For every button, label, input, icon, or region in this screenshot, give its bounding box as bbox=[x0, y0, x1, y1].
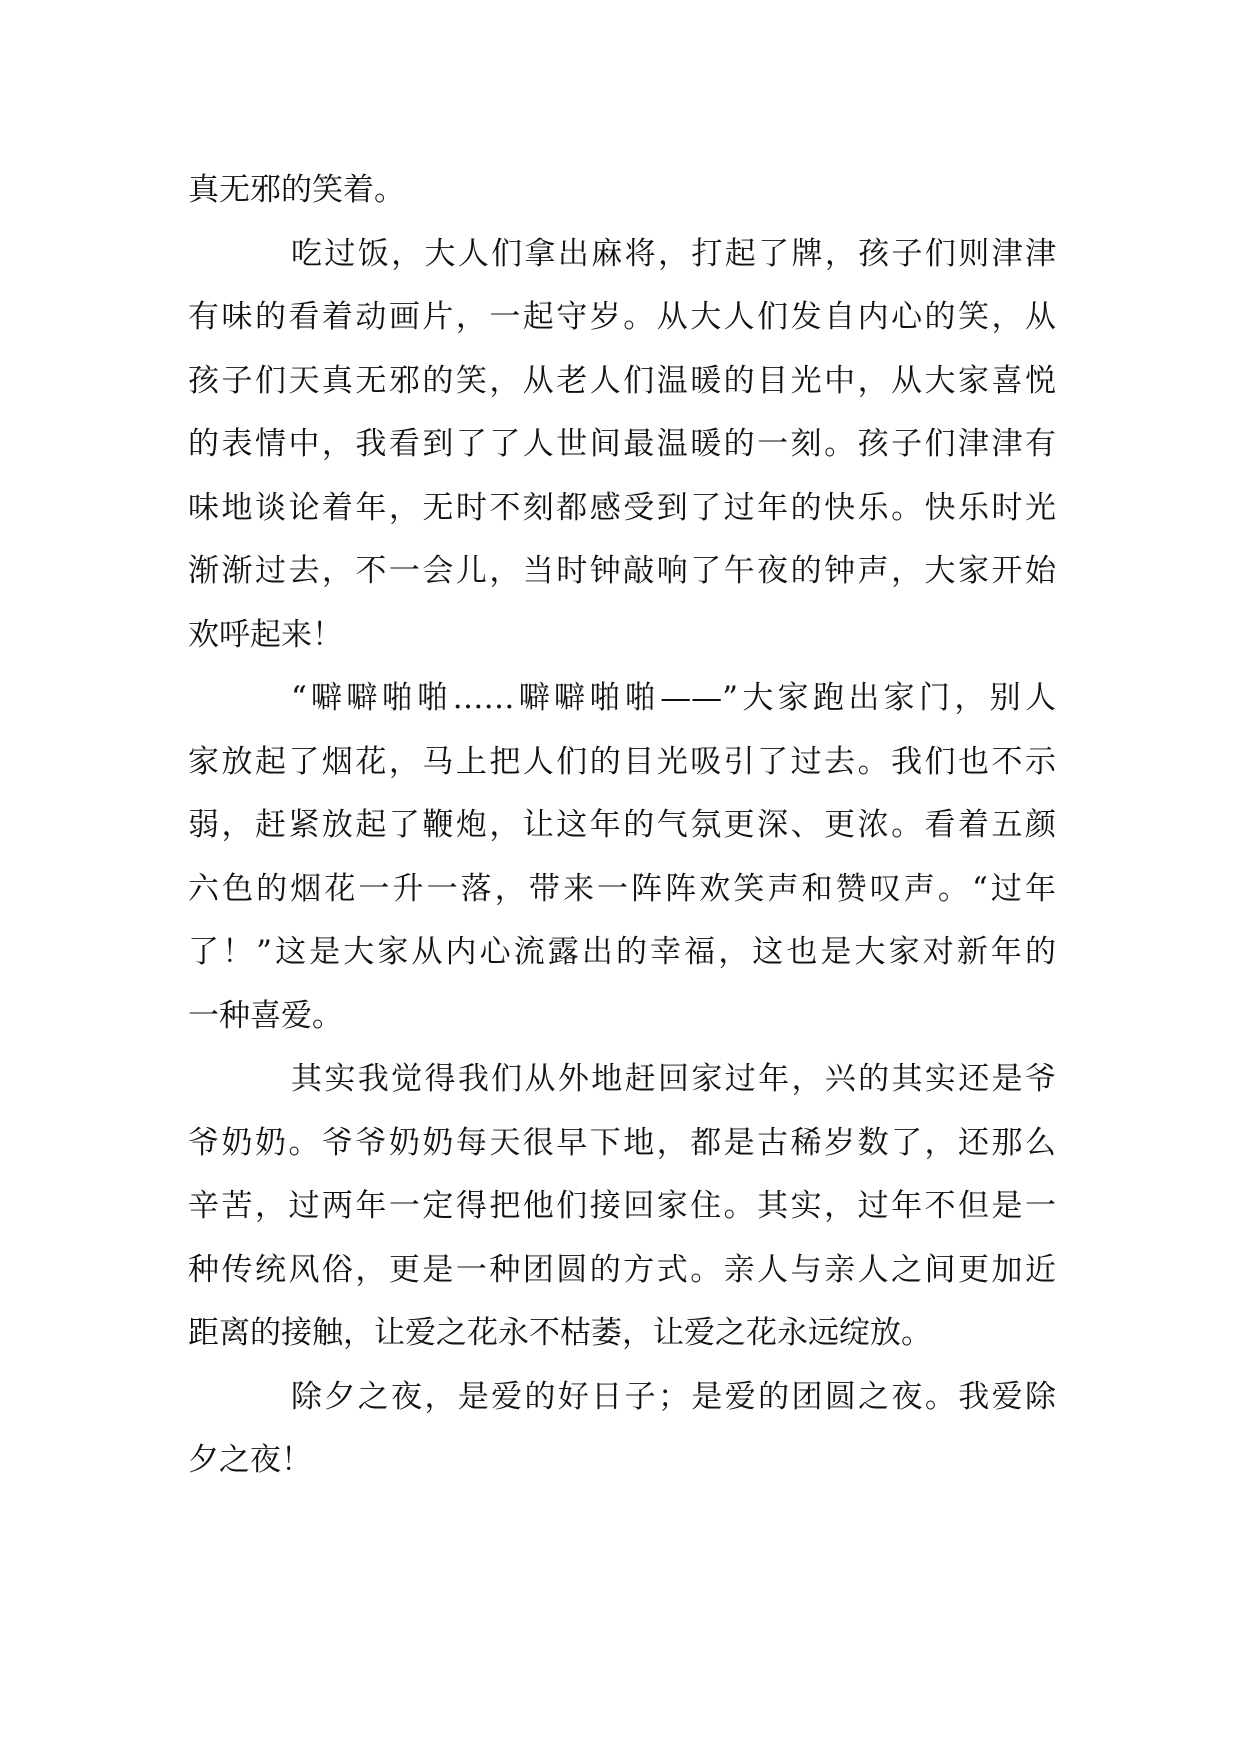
text-line: 家放起了烟花，马上把人们的目光吸引了过去。我们也不示 bbox=[188, 743, 1056, 780]
text-line: 了！”这是大家从内心流露出的幸福，这也是大家对新年的 bbox=[188, 934, 1056, 970]
text-line: 味地谈论着年，无时不刻都感受到了过年的快乐。快乐时光 bbox=[188, 489, 1056, 526]
text-line: 辛苦，过两年一定得把他们接回家住。其实，过年不但是一 bbox=[188, 1188, 1056, 1224]
text-line: 孩子们天真无邪的笑，从老人们温暖的目光中，从大家喜悦 bbox=[188, 362, 1056, 399]
text-line: 除夕之夜，是爱的好日子；是爱的团圆之夜。我爱除 bbox=[291, 1378, 1056, 1415]
text-line: 距离的接触，让爱之花永不枯萎，让爱之花永远绽放。 bbox=[188, 1315, 932, 1351]
text-line: 其实我觉得我们从外地赶回家过年，兴的其实还是爷 bbox=[291, 1061, 1056, 1097]
paragraph bbox=[188, 667, 1056, 1048]
text-line: 弱，赶紧放起了鞭炮，让这年的气氛更深、更浓。看着五颜 bbox=[188, 807, 1056, 843]
text-line: 吃过饭，大人们拿出麻将，打起了牌，孩子们则津津 bbox=[291, 235, 1056, 272]
text-line: 一种喜爱。 bbox=[188, 997, 343, 1034]
text-line: 真无邪的笑着。 bbox=[188, 172, 405, 208]
paragraph bbox=[188, 1366, 1056, 1493]
document-body bbox=[188, 159, 1056, 1493]
paragraph bbox=[188, 223, 1056, 668]
paragraph bbox=[188, 159, 1056, 223]
text-line: 种传统风俗，更是一种团圆的方式。亲人与亲人之间更加近 bbox=[188, 1251, 1056, 1288]
text-line: “噼噼啪啪……噼噼啪啪——”大家跑出家门，别人 bbox=[291, 680, 1056, 716]
text-line: 有味的看着动画片，一起守岁。从大人们发自内心的笑，从 bbox=[188, 299, 1056, 335]
text-line: 的表情中，我看到了了人世间最温暖的一刻。孩子们津津有 bbox=[188, 426, 1056, 462]
text-line: 爷奶奶。爷爷奶奶每天很早下地，都是古稀岁数了，还那么 bbox=[188, 1124, 1056, 1161]
text-line: 渐渐过去，不一会儿，当时钟敲响了午夜的钟声，大家开始 bbox=[188, 553, 1056, 589]
text-line: 夕之夜！ bbox=[188, 1442, 312, 1478]
text-line: 六色的烟花一升一落，带来一阵阵欢笑声和赞叹声。“过年 bbox=[188, 870, 1056, 907]
text-line: 欢呼起来！ bbox=[188, 616, 343, 653]
paragraph bbox=[188, 1048, 1056, 1366]
